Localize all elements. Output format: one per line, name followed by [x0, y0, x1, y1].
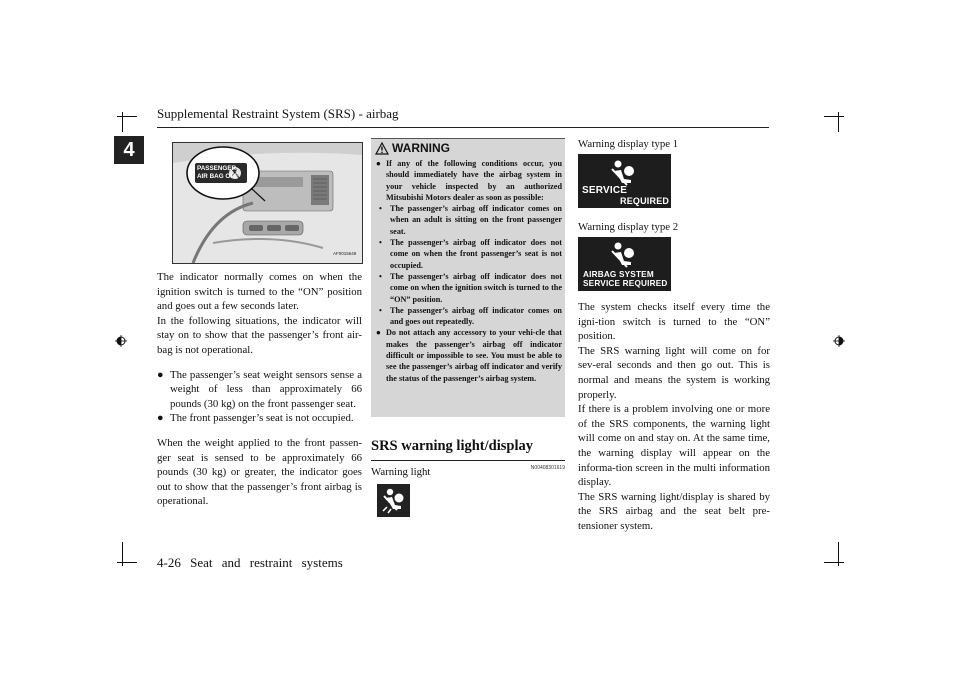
list-item: ● The front passenger’s seat is not occupied. — [157, 412, 354, 425]
bullet-icon: ● — [376, 159, 381, 168]
display2-line1: AIRBAG SYSTEM — [583, 270, 654, 279]
warning-item-1: ● If any of the following conditions occur, you should immediately have the airbag system in your vehicle inspected by an authorized Mitsubishi Motors dealer as soon as possible: — [376, 159, 562, 202]
left-column — [157, 270, 362, 509]
warning-heading-text: WARNING — [392, 141, 450, 155]
warning-display-type1 — [578, 154, 671, 208]
crop-mark-top-right-h — [824, 116, 844, 117]
crop-mark-top-right-v — [838, 112, 839, 132]
crop-mark-top-left-h — [117, 116, 137, 117]
header-rule — [157, 127, 769, 128]
warning-body — [376, 158, 562, 384]
right-column-text — [578, 300, 770, 534]
dashboard-photo — [172, 142, 363, 264]
left-bullet-list — [157, 368, 362, 426]
chapter-tab: 4 — [114, 136, 144, 164]
photo-label-line1: PASSENGER — [197, 165, 237, 172]
display-type1-label: Warning display type 1 — [578, 138, 679, 150]
page-footer — [157, 555, 343, 571]
right-paragraph-3: If there is a problem involving one or more of the SRS components, the warning light will come on and stay on. At the same time, the warning display will appear on the informa-tion screen in the multi information display. — [578, 403, 770, 489]
section-rule — [371, 460, 565, 461]
footer-section: Seat and restraint systems — [190, 555, 343, 570]
photo-label-line2: AIR BAG OFF — [197, 173, 238, 180]
warning-light-label: Warning light — [371, 466, 431, 478]
warning-sub-item: • The passenger’s airbag off indicator comes on and goes out repeatedly. — [379, 305, 562, 327]
display1-line2: REQUIRED — [620, 196, 670, 206]
warning-sub-item: • The passenger’s airbag off indicator does not come on when the front passenger’s seat is not occupied. — [379, 238, 562, 270]
warning-sub-item: • The passenger’s airbag off indicator does not come on when the ignition switch is turned to the “ON” position. — [379, 271, 562, 304]
section-title: SRS warning light/display — [371, 438, 533, 454]
warning-heading — [375, 142, 563, 156]
warning-display-type2 — [578, 237, 671, 291]
left-paragraph-1: The indicator normally comes on when the ignition switch is turned to the “ON” position and goes out a few seconds later. — [157, 271, 362, 313]
photo-code: AF0015649 — [333, 251, 357, 256]
left-paragraph-3: When the weight applied to the front passen-ger seat is sensed to be approximately 66 pounds (30 kg) or greater, the indicator goes out to show that the passenger’s front airbag is operational. — [157, 436, 362, 508]
display2-line2: SERVICE REQUIRED — [583, 279, 668, 288]
display1-line1: SERVICE — [582, 185, 628, 196]
list-item: ● The passenger’s seat weight sensors sense a weight of less than approximately 66 pounds (30 kg) on the front passenger seat. — [157, 368, 362, 410]
left-paragraph-2: In the following situations, the indicator will stay on to show that the passenger’s front air-bag is not operational. — [157, 314, 362, 356]
display-type2-label: Warning display type 2 — [578, 221, 679, 233]
airbag-person-icon — [377, 484, 410, 517]
page-header-title: Supplemental Restraint System (SRS) - airbag — [157, 106, 399, 121]
registration-mark-right-icon — [833, 335, 845, 347]
crop-mark-bottom-left-h — [117, 562, 137, 563]
warning-sub-item: • The passenger’s airbag off indicator comes on when an adult is sitting on the front passenger seat. — [379, 204, 562, 236]
registration-mark-left-icon — [115, 335, 127, 347]
crop-mark-top-left-v — [122, 112, 123, 132]
bullet-icon: ● — [157, 368, 164, 381]
page-number: 4-26 — [157, 555, 181, 570]
right-paragraph-4: The SRS warning light/display is shared by the SRS airbag and the seat belt pre-tensioner system. — [578, 490, 770, 532]
warning-item-2: ● Do not attach any accessory to your vehi-cle that makes the passenger’s airbag off indicator difficult or impossible to see. You must be able to see the passenger’s airbag off indicator and verify the status of the passenger’s airbag system. — [376, 328, 562, 383]
dashboard-illustration — [173, 143, 362, 263]
warning-triangle-icon — [375, 142, 389, 155]
bullet-icon: ● — [157, 412, 164, 425]
right-paragraph-2: The SRS warning light will come on for sev-eral seconds and then go out. This is normal and means the system is working properly. — [578, 344, 770, 401]
right-paragraph-1: The system checks itself every time the igni-tion switch is turned to the “ON” position. — [578, 301, 770, 343]
crop-mark-bottom-right-h — [824, 562, 844, 563]
section-code: N00408301619 — [530, 465, 565, 471]
srs-warning-light-icon — [377, 484, 410, 517]
bullet-icon: ● — [376, 328, 381, 338]
